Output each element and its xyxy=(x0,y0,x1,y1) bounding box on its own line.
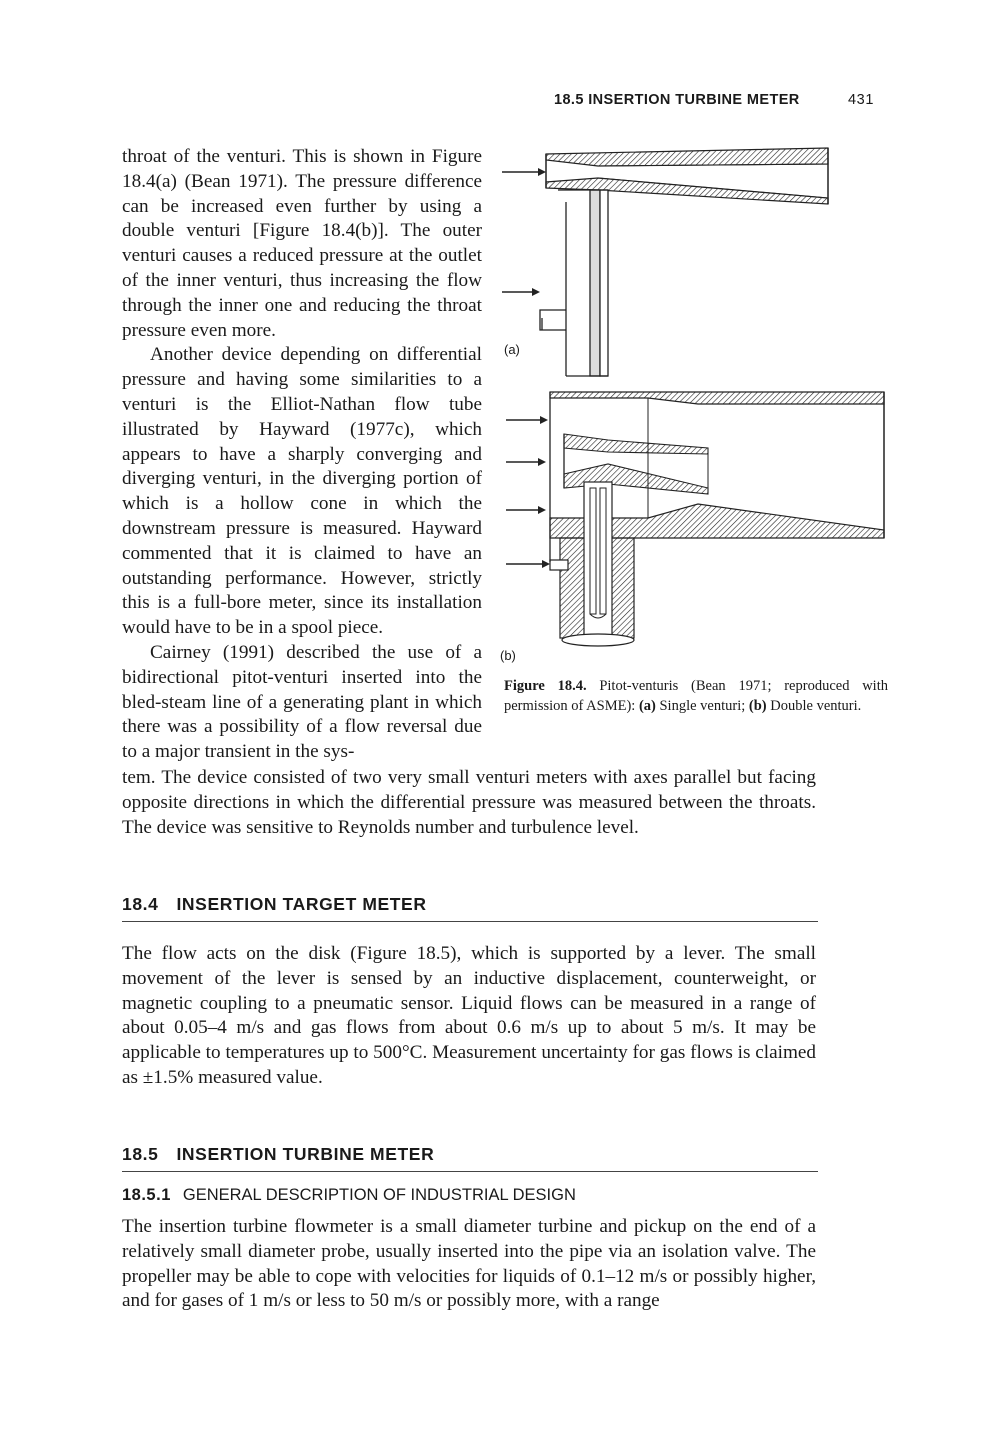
subsection-title: GENERAL DESCRIPTION OF INDUSTRIAL DESIGN xyxy=(182,1186,576,1204)
section-number: 18.4 xyxy=(122,894,159,914)
section-heading-18-5 xyxy=(122,1144,818,1172)
paragraph-cairney: Cairney (1991) described the use of a bidirectional pitot-venturi inserted into the bled-steam line of a generating plant in which there was a possibility of a flow reversal due to a major transient in the sys- xyxy=(122,641,482,763)
figure-label-b: (b) xyxy=(500,648,516,663)
caption-b: (b) xyxy=(748,697,767,714)
left-column-text xyxy=(122,145,482,765)
caption-a: (a) xyxy=(638,697,656,714)
double-venturi-diagram xyxy=(506,392,884,646)
section-number: 18.5 xyxy=(122,1144,159,1164)
running-title: 18.5 INSERTION TURBINE METER xyxy=(554,92,800,108)
paragraph-turbine-description: The insertion turbine flowmeter is a small diameter turbine and pickup on the end of a relatively small diameter probe, usually inserted into the pipe via an isolation valve. The propeller may be able to cope with velocities for liquids of 0.1–12 m/s or possibly higher, and for gases of 1 m/s or less to 50 m/s or possibly more, with a range xyxy=(122,1216,816,1312)
caption-a-text: Single venturi; xyxy=(655,697,749,714)
paragraph-elliot-nathan: Another device depending on differential pressure and having some similarities to a venturi is the Elliot-Nathan flow tube illustrated by Hayward (1977c), which appears to have a sharply converging and diverging venturi, in the diverging portion of which is a hollow cone in which the downstream pressure is measured. Hayward commented that it is claimed to have an outstanding performance. However, strictly this is a full-bore meter, since its installation would have to be in a spool piece. xyxy=(122,344,482,639)
paragraph-throat: throat of the venturi. This is shown in Figure 18.4(a) (Bean 1971). The pressure difference can be increased even further by using a double venturi [Figure 18.4(b)]. The outer venturi causes a reduced pressure at the outlet of the inner venturi, thus increasing the flow through the inner one and reducing the throat pressure even more. xyxy=(122,146,482,341)
subsection-number: 18.5.1 xyxy=(122,1186,171,1204)
section-title: INSERTION TARGET METER xyxy=(176,894,427,914)
paragraph-continuation: tem. The device consisted of two very small venturi meters with axes parallel but facing opposite directions in which the differential pressure was measured between the throats. The device was sensitive to Reynolds number and turbulence level. xyxy=(122,767,816,838)
caption-label: Figure 18.4. xyxy=(504,678,587,694)
figure-label-a: (a) xyxy=(504,342,520,357)
section-title: INSERTION TURBINE METER xyxy=(176,1144,435,1164)
section-heading-18-4 xyxy=(122,894,818,922)
page-number: 431 xyxy=(848,92,874,108)
figure-18-4 xyxy=(498,142,890,662)
caption-b-text: Double venturi. xyxy=(766,697,862,714)
figure-caption xyxy=(504,677,888,716)
single-venturi-diagram xyxy=(502,148,828,376)
caption-text: Pitot-venturis (Bean 1971; reproduced with permission of ASME): xyxy=(504,678,888,714)
pitot-venturi-drawing xyxy=(498,142,890,662)
paragraph-target-meter: The flow acts on the disk (Figure 18.5), which is supported by a lever. The small movement of the lever is sensed by an inductive displacement, counterweight, or magnetic coupling to a pneumatic sensor. Liquid flows can be measured in a range of about 0.05–4 m/s and gas flows from about 0.6 m/s up to about 5 m/s. It may be applicable to temperatures up to 500°C. Measurement uncertainty for gas flows is claimed as ±1.5% measured value. xyxy=(122,943,816,1088)
subsection-heading-18-5-1 xyxy=(122,1186,818,1205)
